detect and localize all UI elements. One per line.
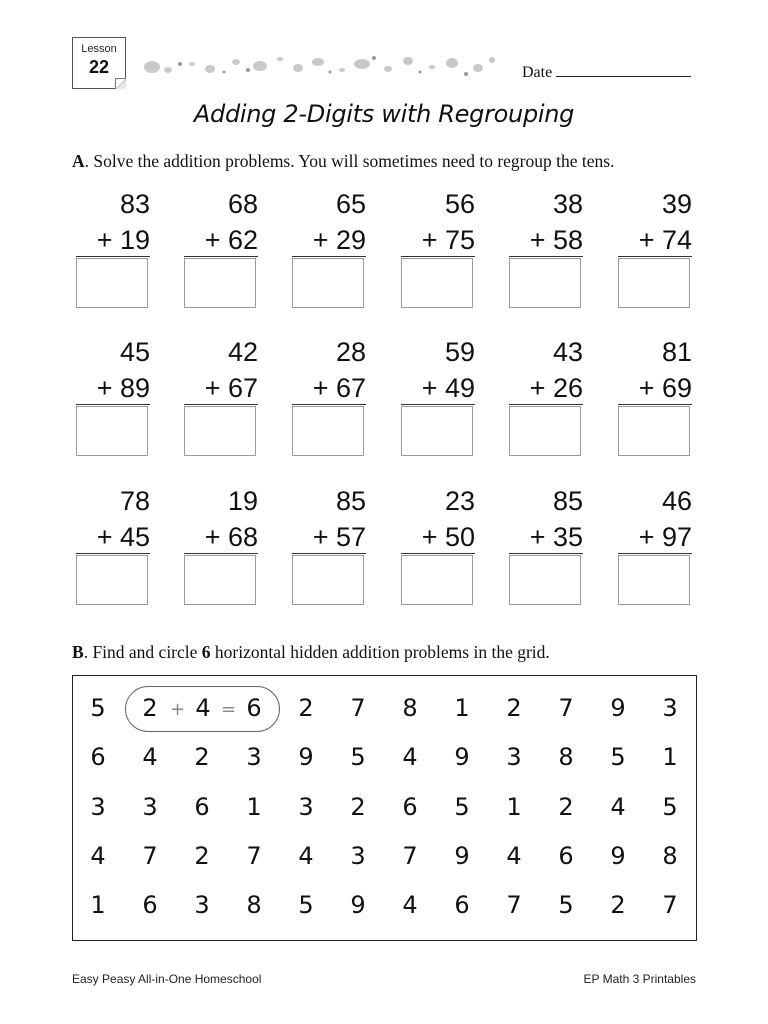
- answer-box[interactable]: [401, 555, 473, 605]
- grid-cell[interactable]: 6: [454, 891, 470, 919]
- problem-addend: + 74: [638, 225, 692, 255]
- grid-cell[interactable]: 8: [558, 743, 574, 771]
- grid-cell[interactable]: 3: [662, 694, 678, 722]
- lesson-number: 22: [88, 57, 110, 77]
- problem-top-number: 81: [661, 337, 692, 367]
- grid-cell[interactable]: 3: [90, 793, 106, 821]
- section-b-text-post: horizontal hidden addition problems in the grid.: [210, 642, 550, 662]
- page-curl-decoration: [115, 78, 126, 89]
- problem-top-number: 83: [119, 189, 150, 219]
- grid-cell[interactable]: 7: [662, 891, 678, 919]
- example-equals-sign: =: [221, 699, 237, 720]
- grid-cell[interactable]: 9: [454, 743, 470, 771]
- section-b-letter: B: [72, 642, 84, 662]
- problem-top-number: 56: [444, 189, 475, 219]
- grid-cell[interactable]: 1: [506, 793, 522, 821]
- problem-top-number: 39: [661, 189, 692, 219]
- answer-box[interactable]: [618, 406, 690, 456]
- grid-cell[interactable]: 4: [402, 743, 418, 771]
- grid-cell[interactable]: 7: [246, 842, 262, 870]
- problem-top-number: 65: [335, 189, 366, 219]
- problem-addend: + 97: [638, 522, 692, 552]
- grid-cell[interactable]: 2: [194, 842, 210, 870]
- problem-addend: + 67: [204, 373, 258, 403]
- date-label: Date: [522, 64, 553, 81]
- grid-cell[interactable]: 4: [506, 842, 522, 870]
- grid-cell[interactable]: 6: [558, 842, 574, 870]
- grid-cell[interactable]: 3: [506, 743, 522, 771]
- grid-cell[interactable]: 7: [350, 694, 366, 722]
- grid-cell[interactable]: 4: [298, 842, 314, 870]
- grid-cell[interactable]: 4: [142, 743, 158, 771]
- addition-problem: [618, 334, 692, 456]
- answer-box[interactable]: [509, 555, 581, 605]
- answer-box[interactable]: [184, 406, 256, 456]
- grid-cell[interactable]: 3: [298, 793, 314, 821]
- answer-box[interactable]: [509, 406, 581, 456]
- grid-cell[interactable]: 4: [195, 694, 211, 722]
- grid-cell[interactable]: 7: [402, 842, 418, 870]
- addition-problem: [76, 186, 150, 308]
- grid-cell[interactable]: 7: [558, 694, 574, 722]
- answer-box[interactable]: [292, 406, 364, 456]
- grid-cell[interactable]: 6: [142, 891, 158, 919]
- grid-cell[interactable]: 3: [142, 793, 158, 821]
- grid-cell[interactable]: 5: [90, 694, 106, 722]
- problem-addend: + 58: [529, 225, 583, 255]
- example-plus-sign: +: [170, 699, 186, 720]
- grid-cell[interactable]: 1: [90, 891, 106, 919]
- grid-cell[interactable]: 3: [350, 842, 366, 870]
- addition-problem: [292, 483, 366, 605]
- section-b-instruction: [72, 642, 550, 663]
- addition-problem: [401, 334, 475, 456]
- problem-top-number: 78: [119, 486, 150, 516]
- addition-problem: [401, 483, 475, 605]
- grid-cell[interactable]: 3: [246, 743, 262, 771]
- page-title: Adding 2-Digits with Regrouping: [193, 100, 575, 128]
- problem-top-number: 28: [335, 337, 366, 367]
- addition-problem: [618, 483, 692, 605]
- problem-addend: + 19: [96, 225, 150, 255]
- problem-top-number: 43: [552, 337, 583, 367]
- problem-addend: + 50: [421, 522, 475, 552]
- grid-cell[interactable]: 5: [662, 793, 678, 821]
- problem-addend: + 68: [204, 522, 258, 552]
- problem-addend: + 89: [96, 373, 150, 403]
- answer-box[interactable]: [184, 555, 256, 605]
- answer-box[interactable]: [618, 258, 690, 308]
- addition-problem: [184, 186, 258, 308]
- grid-cell[interactable]: 2: [298, 694, 314, 722]
- grid-cell[interactable]: 9: [610, 842, 626, 870]
- grid-cell[interactable]: 2: [506, 694, 522, 722]
- grid-cell[interactable]: 3: [194, 891, 210, 919]
- grid-cell[interactable]: 6: [194, 793, 210, 821]
- grid-cell[interactable]: 9: [610, 694, 626, 722]
- addition-problem: [509, 334, 583, 456]
- addition-problem: [618, 186, 692, 308]
- problem-top-number: 68: [227, 189, 258, 219]
- answer-box[interactable]: [184, 258, 256, 308]
- grid-cell[interactable]: 7: [506, 891, 522, 919]
- section-a-text: . Solve the addition problems. You will sometimes need to regroup the tens.: [84, 151, 615, 171]
- addition-problem: [509, 186, 583, 308]
- grid-cell[interactable]: 2: [194, 743, 210, 771]
- grid-cell[interactable]: 9: [454, 842, 470, 870]
- grid-cell[interactable]: 4: [90, 842, 106, 870]
- addition-problem: [184, 483, 258, 605]
- lesson-label: Lesson: [81, 43, 117, 55]
- footer-right: EP Math 3 Printables: [583, 972, 696, 986]
- problem-top-number: 59: [444, 337, 475, 367]
- section-a-letter: A: [72, 151, 85, 171]
- answer-box[interactable]: [401, 406, 473, 456]
- answer-box[interactable]: [292, 258, 364, 308]
- grid-cell[interactable]: 8: [246, 891, 262, 919]
- answer-box[interactable]: [76, 555, 148, 605]
- grid-cell[interactable]: 6: [246, 694, 262, 722]
- answer-box[interactable]: [292, 555, 364, 605]
- date-field[interactable]: [522, 62, 691, 82]
- addition-problem: [76, 483, 150, 605]
- grid-cell[interactable]: 5: [350, 743, 366, 771]
- problem-top-number: 38: [552, 189, 583, 219]
- problem-addend: + 45: [96, 522, 150, 552]
- problem-addend: + 67: [312, 373, 366, 403]
- grid-cell[interactable]: 7: [142, 842, 158, 870]
- grid-cell[interactable]: 9: [298, 743, 314, 771]
- addition-problem: [292, 334, 366, 456]
- grid-cell[interactable]: 4: [402, 891, 418, 919]
- footer-left: Easy Peasy All-in-One Homeschool: [72, 972, 262, 986]
- answer-box[interactable]: [509, 258, 581, 308]
- answer-box[interactable]: [401, 258, 473, 308]
- grid-cell[interactable]: 1: [662, 743, 678, 771]
- grid-cell[interactable]: 8: [662, 842, 678, 870]
- addition-problem: [184, 334, 258, 456]
- section-a-instruction: [72, 151, 614, 172]
- answer-box[interactable]: [76, 258, 148, 308]
- grid-cell[interactable]: 2: [610, 891, 626, 919]
- addition-problem: [292, 186, 366, 308]
- problem-addend: + 62: [204, 225, 258, 255]
- grid-cell[interactable]: 2: [350, 793, 366, 821]
- addition-problem: [76, 334, 150, 456]
- problem-top-number: 19: [227, 486, 258, 516]
- grid-cell[interactable]: 5: [298, 891, 314, 919]
- grid-cell[interactable]: 5: [610, 743, 626, 771]
- section-b-text-pre: . Find and circle: [83, 642, 202, 662]
- date-line: [556, 62, 691, 77]
- grid-cell[interactable]: 5: [454, 793, 470, 821]
- grid-cell[interactable]: 2: [142, 694, 158, 722]
- problem-addend: + 26: [529, 373, 583, 403]
- grid-cell[interactable]: 9: [350, 891, 366, 919]
- lesson-badge: [72, 37, 126, 89]
- decorative-splatter-banner: [140, 50, 500, 80]
- section-b-count: 6: [201, 642, 211, 662]
- problem-top-number: 46: [661, 486, 692, 516]
- grid-cell[interactable]: 8: [402, 694, 418, 722]
- problem-top-number: 85: [335, 486, 366, 516]
- grid-cell[interactable]: 5: [558, 891, 574, 919]
- problem-addend: + 35: [529, 522, 583, 552]
- addition-problem: [509, 483, 583, 605]
- grid-cell[interactable]: 6: [402, 793, 418, 821]
- addition-problem: [401, 186, 475, 308]
- answer-box[interactable]: [76, 406, 148, 456]
- grid-cell[interactable]: 4: [610, 793, 626, 821]
- problem-top-number: 45: [119, 337, 150, 367]
- grid-cell[interactable]: 1: [454, 694, 470, 722]
- problem-addend: + 57: [312, 522, 366, 552]
- problem-top-number: 85: [552, 486, 583, 516]
- problem-addend: + 69: [638, 373, 692, 403]
- problem-addend: + 75: [421, 225, 475, 255]
- grid-cell[interactable]: 6: [90, 743, 106, 771]
- problem-top-number: 42: [227, 337, 258, 367]
- grid-cell[interactable]: 1: [246, 793, 262, 821]
- grid-cell[interactable]: 2: [558, 793, 574, 821]
- problem-top-number: 23: [444, 486, 475, 516]
- problem-addend: + 49: [421, 373, 475, 403]
- problem-addend: + 29: [312, 225, 366, 255]
- answer-box[interactable]: [618, 555, 690, 605]
